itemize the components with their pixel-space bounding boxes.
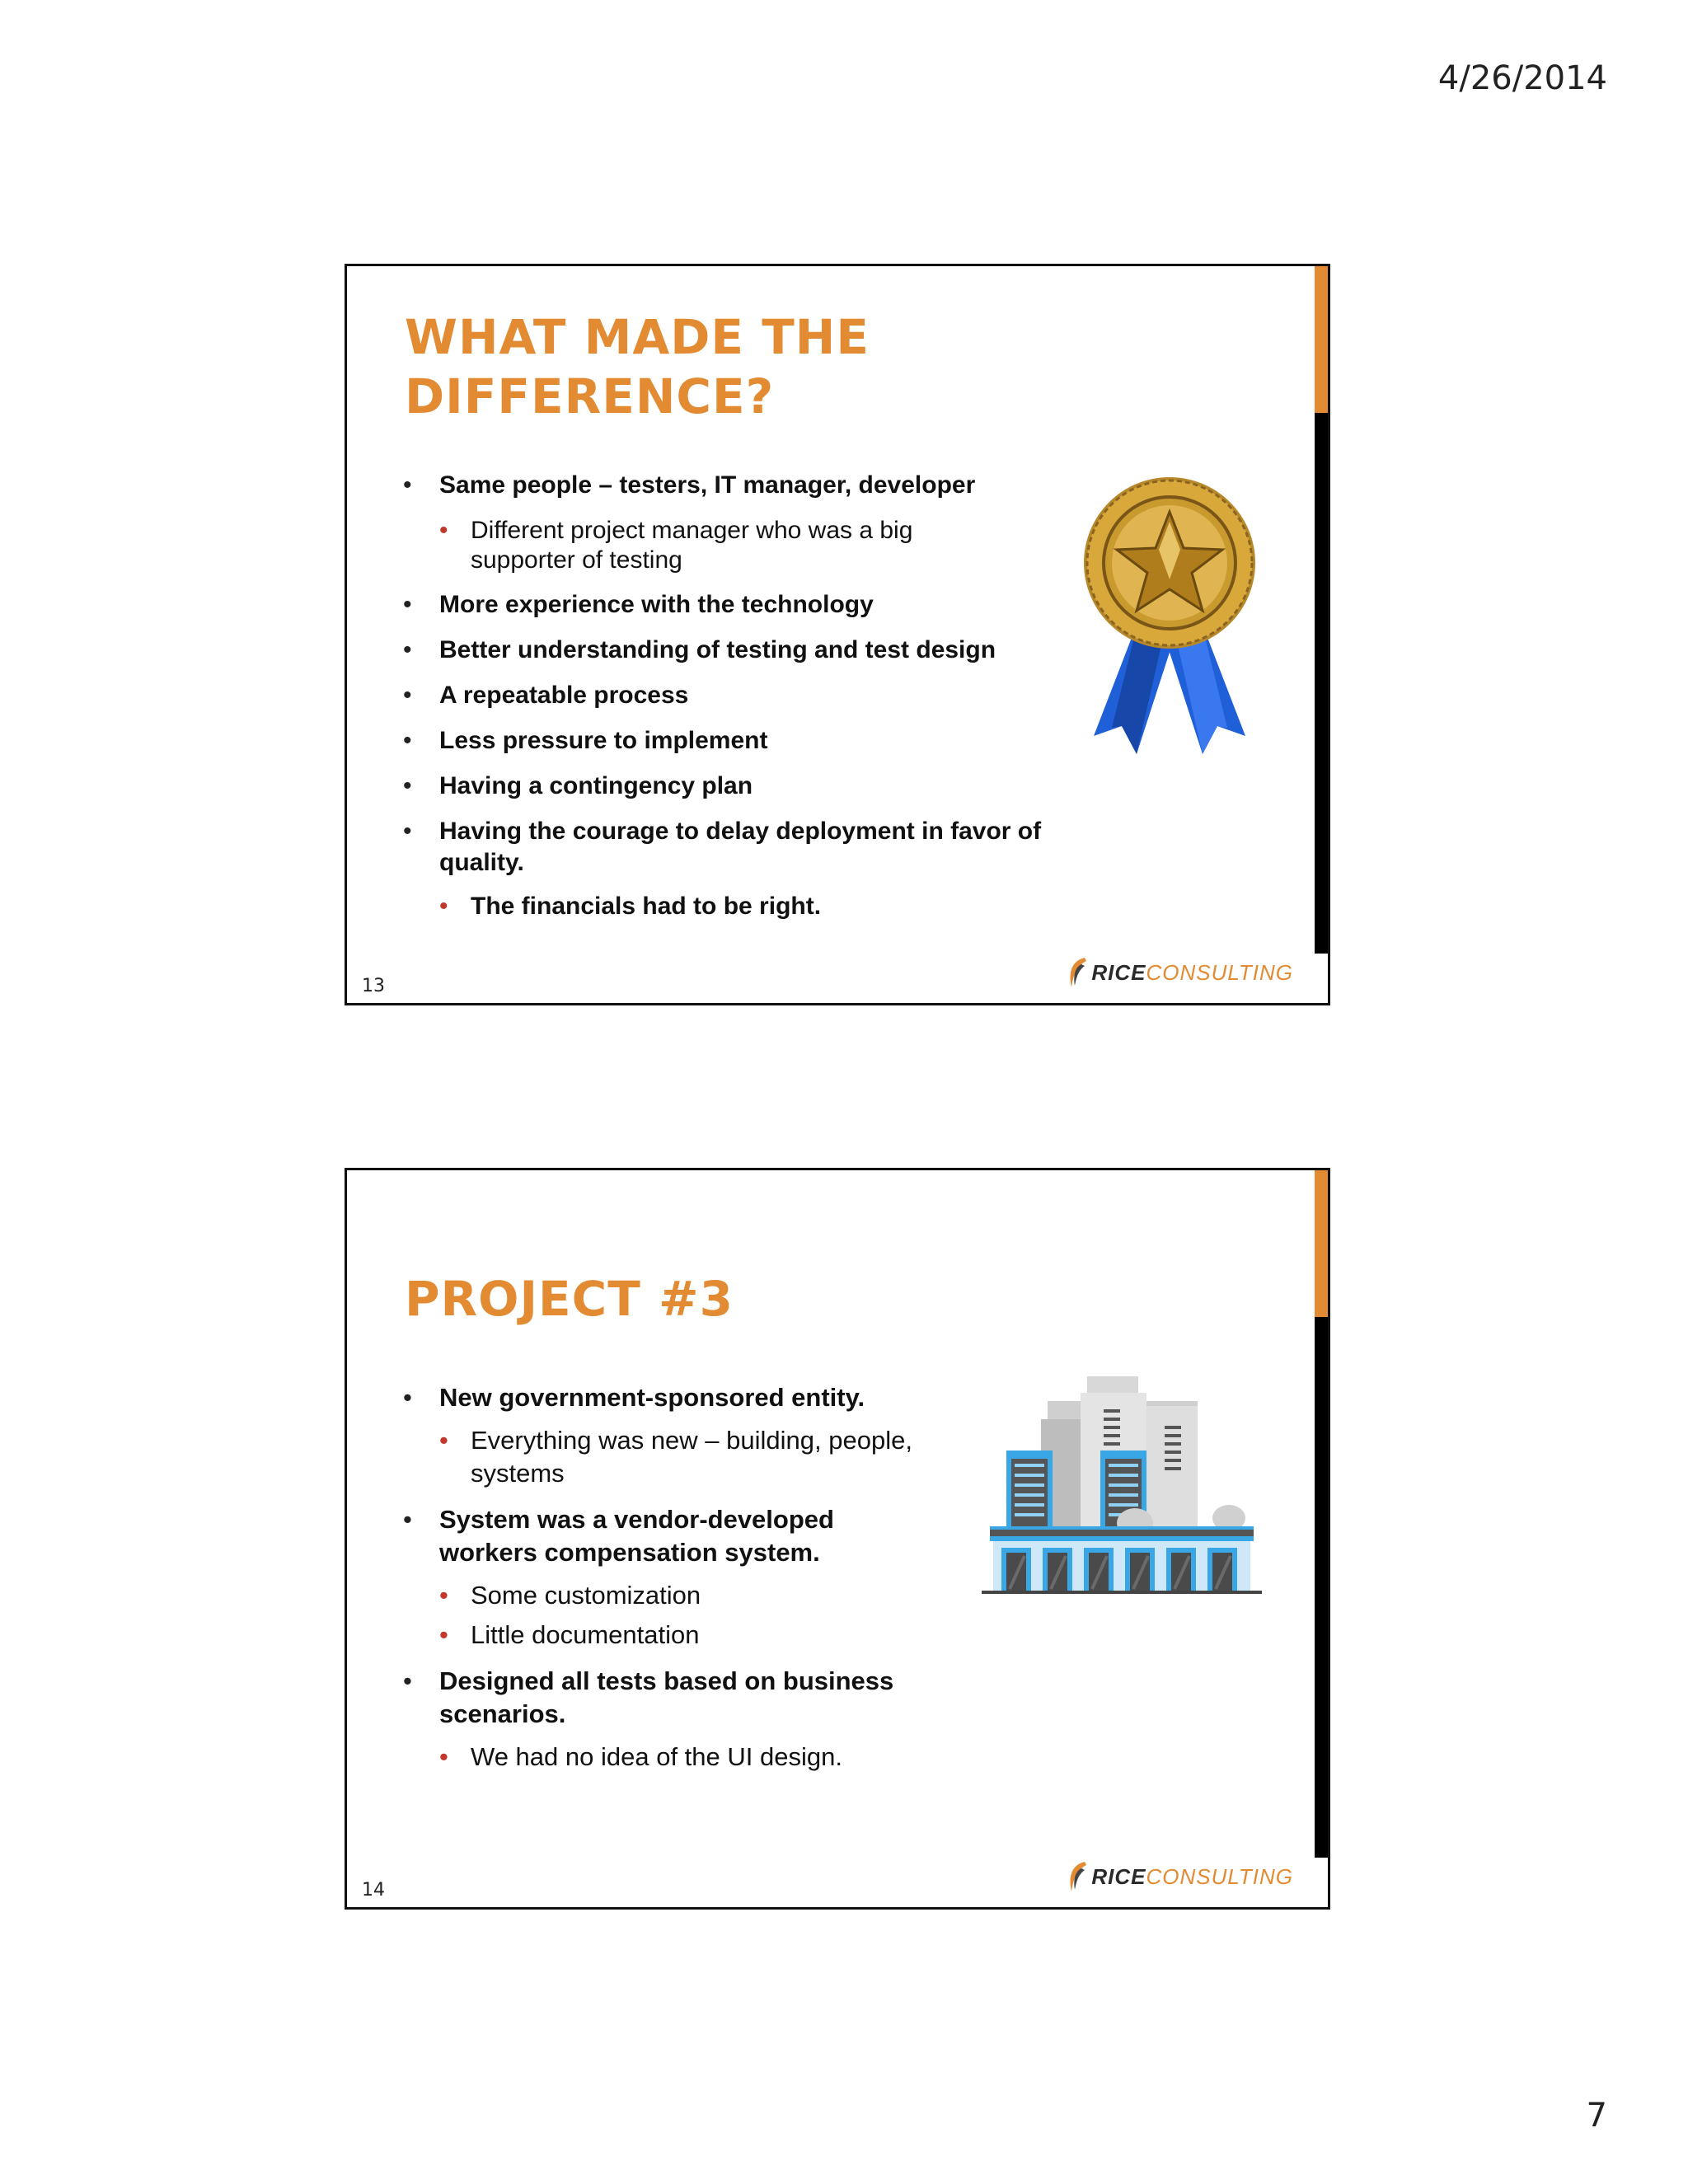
rice-consulting-logo bbox=[1067, 1856, 1293, 1897]
bullet-item: • Same people – testers, IT manager, developer bbox=[403, 470, 1046, 501]
sub-bullet-item: • The financials had to be right. bbox=[403, 891, 1046, 922]
bullet-list bbox=[403, 1368, 980, 1774]
bullet-item: • Less pressure to implement bbox=[403, 725, 1046, 757]
logo-swoosh-icon bbox=[1067, 1860, 1088, 1893]
bullet-item: • More experience with the technology bbox=[403, 589, 1046, 621]
sub-bullet-item: • Little documentation bbox=[403, 1619, 980, 1652]
rice-consulting-logo bbox=[1067, 952, 1293, 993]
sub-bullet-item: • Everything was new – building, people, systems bbox=[403, 1424, 932, 1490]
slide-number: 13 bbox=[362, 976, 385, 996]
logo-swoosh-icon bbox=[1067, 956, 1088, 989]
sub-bullet-item: • Different project manager who was a big supporter of testing bbox=[403, 516, 982, 575]
slide-accent-bar bbox=[1315, 266, 1328, 1003]
slide-accent-bar bbox=[1315, 1170, 1328, 1907]
award-ribbon-icon bbox=[1071, 464, 1268, 761]
logo-text-rice: RICE bbox=[1091, 959, 1146, 985]
slide-13 bbox=[345, 264, 1330, 1005]
slide-title bbox=[405, 307, 982, 426]
slide-title-line-1: WHAT MADE THE bbox=[405, 309, 870, 365]
logo-text-rice: RICE bbox=[1091, 1863, 1146, 1889]
logo-text-consulting: CONSULTING bbox=[1146, 1863, 1293, 1889]
bullet-list bbox=[403, 456, 1046, 922]
page-date: 4/26/2014 bbox=[1437, 59, 1607, 97]
page-number: 7 bbox=[1586, 2097, 1607, 2135]
slide-14 bbox=[345, 1168, 1330, 1910]
bullet-item: • A repeatable process bbox=[403, 680, 1046, 711]
bullet-item: • System was a vendor-developed workers compensation system. bbox=[403, 1503, 884, 1569]
bullet-item: • Having a contingency plan bbox=[403, 771, 1046, 802]
office-building-icon bbox=[982, 1376, 1262, 1599]
logo-text-consulting: CONSULTING bbox=[1146, 959, 1293, 985]
slide-title-line-2: DIFFERENCE? bbox=[405, 368, 775, 424]
slide-title: PROJECT #3 bbox=[405, 1271, 734, 1327]
sub-bullet-item: • Some customization bbox=[403, 1579, 980, 1612]
bullet-item: • Designed all tests based on business scenarios. bbox=[403, 1665, 967, 1731]
bullet-item: • Having the courage to delay deployment in favor of quality. bbox=[403, 816, 1046, 879]
bullet-item: • Better understanding of testing and test design bbox=[403, 635, 1046, 666]
sub-bullet-item: • We had no idea of the UI design. bbox=[403, 1741, 980, 1774]
bullet-item: • New government-sponsored entity. bbox=[403, 1381, 980, 1414]
slide-number: 14 bbox=[362, 1880, 385, 1900]
